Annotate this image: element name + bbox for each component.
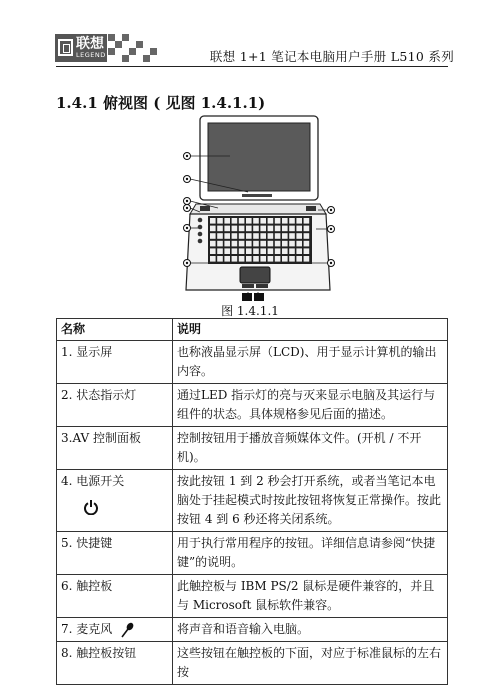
keyboard-key [239,226,245,232]
keyboard-key [246,256,252,262]
component-table [56,318,448,685]
keyboard-key [232,218,238,224]
keyboard-key [232,226,238,232]
row-name-cell [57,618,173,642]
keyboard-key [239,233,245,239]
laptop-top-view-figure [178,112,338,302]
keyboard-key [282,226,288,232]
keyboard-key [232,256,238,262]
keyboard-key [253,241,259,247]
keyboard-key [289,226,295,232]
keyboard-key [260,256,266,262]
keyboard-key [282,248,288,254]
row-name: 2. 状态指示灯 [57,384,173,427]
keyboard-key [217,218,223,224]
row-name: 1. 显示屏 [57,341,173,384]
keyboard-key [224,241,230,247]
keyboard-key [239,256,245,262]
keyboard-key [304,248,310,254]
row-name-cell [57,470,173,532]
row-desc: 按此按钮 1 到 2 秒会打开系统，或者当笔记本电脑处于挂起模式时按此按钮将恢复正常操作。按此按钮 4 到 6 秒还将关闭系统。 [173,470,448,532]
keyboard-key [246,226,252,232]
lenovo-logo [55,34,107,62]
keyboard-key [268,248,274,254]
keyboard-key [296,233,302,239]
keyboard-key [260,233,266,239]
keyboard-key [289,241,295,247]
keyboard-key [289,218,295,224]
keyboard-key [275,248,281,254]
column-header-name: 名称 [57,319,173,341]
table-row [57,384,448,427]
keyboard-key [224,233,230,239]
keyboard-key [268,218,274,224]
section-title: 1.4.1 俯视图 ( 见图 1.4.1.1) [56,94,266,112]
page-header [0,0,500,72]
keyboard-key [253,218,259,224]
row-name: 6. 触控板 [57,575,173,618]
keyboard-key [246,248,252,254]
header-rule [56,66,448,67]
keyboard-key [268,241,274,247]
table-header-row [57,319,448,341]
keyboard-key [232,233,238,239]
keyboard-key [217,256,223,262]
keyboard-key [289,233,295,239]
keyboard-key [275,218,281,224]
keyboard-key [217,241,223,247]
keyboard-key [239,218,245,224]
keyboard-key [239,241,245,247]
laptop-illustration [178,112,338,302]
table-row [57,470,448,532]
logo-cn-text: 联想 [76,36,104,52]
row-desc: 也称液晶显示屏（LCD)、用于显示计算机的输出内容。 [173,341,448,384]
keyboard-key [217,233,223,239]
keyboard-key [224,256,230,262]
keyboard-key [239,248,245,254]
keyboard-key [253,233,259,239]
keyboard-key [210,226,216,232]
row-name: 7. 麦克风 [61,622,113,636]
table-row [57,618,448,642]
keyboard-key [289,256,295,262]
keyboard-key [275,233,281,239]
keyboard-key [224,218,230,224]
keyboard-key [275,256,281,262]
keyboard-key [282,218,288,224]
keyboard-key [217,248,223,254]
row-desc: 通过LED 指示灯的亮与灭来显示电脑及其运行与组件的状态。具体规格参见后面的描述。 [173,384,448,427]
keyboard-key [260,241,266,247]
row-name: 3.AV 控制面板 [57,427,173,470]
keyboard-key [253,226,259,232]
keyboard-key [260,226,266,232]
row-name: 8. 触控板按钮 [57,642,173,685]
keyboard-key [296,248,302,254]
keyboard-key [224,226,230,232]
keyboard-key [217,226,223,232]
logo-emblem-icon [58,39,73,56]
table-row [57,532,448,575]
table-row [57,642,448,685]
row-desc: 将声音和语音输入电脑。 [173,618,448,642]
keyboard-key [232,248,238,254]
row-desc: 这些按钮在触控板的下面，对应于标准鼠标的左右按 [173,642,448,685]
keyboard-key [296,226,302,232]
keyboard-key [304,233,310,239]
microphone-icon [120,622,134,638]
keyboard-key [282,241,288,247]
row-name: 4. 电源开关 [61,474,125,488]
keyboard-key [304,218,310,224]
keyboard-key [282,233,288,239]
keyboard-key [275,241,281,247]
keyboard-key [246,241,252,247]
keyboard-key [210,233,216,239]
keyboard-key [304,241,310,247]
keyboard-key [210,248,216,254]
keyboard-key [282,256,288,262]
row-desc: 此触控板与 IBM PS/2 鼠标是硬件兼容的，并且与 Microsoft 鼠标软件兼容。 [173,575,448,618]
power-icon [83,499,99,515]
keyboard-key [260,218,266,224]
keyboard-key [253,248,259,254]
table-row [57,341,448,384]
keyboard-key [289,248,295,254]
keyboard-key [246,233,252,239]
keyboard-key [232,241,238,247]
keyboard-key [246,218,252,224]
row-desc: 控制按钮用于播放音频媒体文件。(开机 / 不开机)。 [173,427,448,470]
keyboard-key [268,256,274,262]
keyboard-key [268,233,274,239]
keyboard-key [275,226,281,232]
keyboard-key [210,256,216,262]
keyboard-key [210,241,216,247]
keyboard-key [304,226,310,232]
figure-caption: 图 1.4.1.1 [221,304,279,318]
keyboard-key [296,256,302,262]
keyboard-key [296,218,302,224]
logo-en-text: LEGEND [76,51,106,59]
keyboard-key [253,256,259,262]
keyboard-key [304,256,310,262]
keyboard-key [224,248,230,254]
row-desc: 用于执行常用程序的按钮。详细信息请参阅“快捷键”的说明。 [173,532,448,575]
table-row [57,575,448,618]
keyboard-key [210,218,216,224]
row-name: 5. 快捷键 [57,532,173,575]
table-row [57,427,448,470]
keyboard-key [260,248,266,254]
column-header-desc: 说明 [173,319,448,341]
keyboard-key [296,241,302,247]
document-title: 联想 1+1 笔记本电脑用户手册 L510 系列 [209,49,454,64]
keyboard-key [268,226,274,232]
checker-decoration [108,34,156,62]
